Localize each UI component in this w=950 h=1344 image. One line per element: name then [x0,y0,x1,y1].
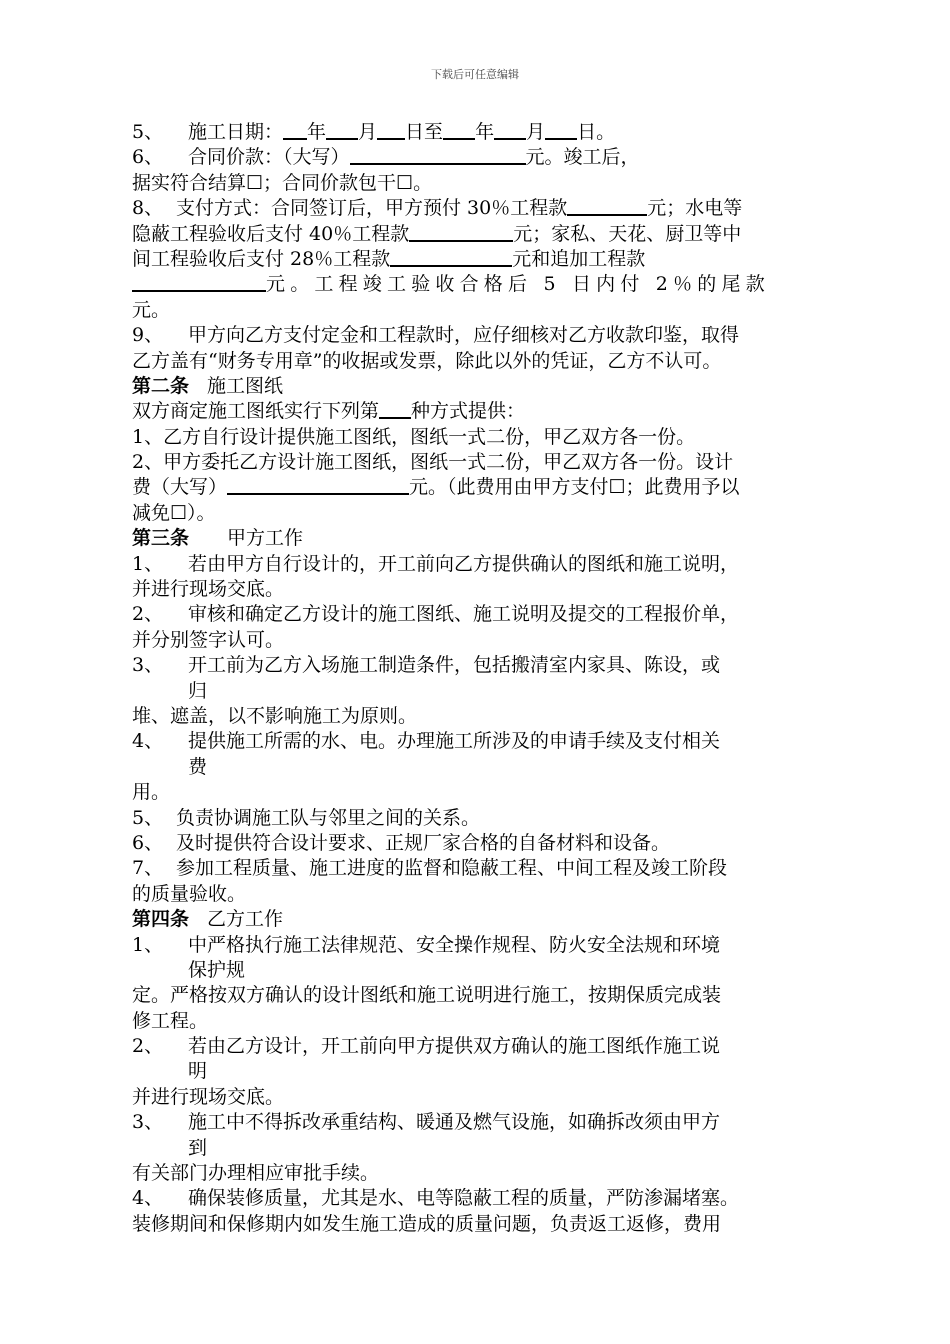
item-number: 5、 [132,806,164,829]
blank-line [390,247,512,267]
text-line: 间工程验收后支付 28％工程款 元和追加工程款 [132,247,646,270]
item-number: 6、 [132,831,164,854]
item-number: 7、 [132,857,164,880]
section-heading-2 [132,374,838,399]
blank-line [377,120,405,140]
list-item: 2、 审核和确定乙方设计的施工图纸、施工说明及提交的工程报价单， [132,602,838,627]
list-item: 4、 提供施工所需的水、电。办理施工所涉及的申请手续及支付相关 [132,729,838,754]
text-line: 到 [188,1136,208,1159]
section-title: 甲方工作 [227,527,304,550]
list-item: 1、 若由甲方自行设计的，开工前向乙方提供确认的图纸和施工说明， [132,552,838,577]
text-line: 费（大写） 元。（此费用由甲方支付☐；此费用予以 [132,476,740,499]
text-line: 装修期间和保修期内如发生施工造成的质量问题，负责返工返修，费用 [132,1212,722,1235]
clause-6-contract-price: 6、 合同价款：（大写） 元。竣工后， [132,145,838,170]
list-item: 3、 开工前为乙方入场施工制造条件，包括搬清室内家具、陈设，或 [132,653,838,678]
text-line: 修工程。 [132,1009,209,1032]
text-line: 的质量验收。 [132,882,247,905]
text-line: 减免☐）。 [132,501,216,524]
text-line: 保护规 [188,958,246,981]
blank-line [283,120,307,140]
item-number: 3、 [132,654,164,677]
item-number: 2、 [132,1035,164,1058]
list-item: 3、 施工中不得拆改承重结构、暖通及燃气设施，如确拆改须由甲方 [132,1110,838,1135]
text-line: 并进行现场交底。 [132,578,285,601]
text-line: 用。 [132,781,171,804]
item-number: 1、 [132,933,164,956]
item-number: 4、 [132,1187,164,1210]
list-item: 6、 及时提供符合设计要求、正规厂家合格的自备材料和设备。 [132,831,838,856]
blank-line [227,475,409,495]
text-line: 元。工程竣工验收合格后 5 日内付 2％的尾款 [132,272,838,297]
section-heading-3 [132,526,838,551]
section-title: 乙方工作 [207,908,284,931]
list-item: 2、 若由乙方设计，开工前向甲方提供双方确认的施工图纸作施工说 [132,1034,838,1059]
text-line: 并进行现场交底。 [132,1085,285,1108]
text-line: 1、乙方自行设计提供施工图纸，图纸一式二份，甲乙双方各一份。 [132,425,696,448]
text-line: 有关部门办理相应审批手续。 [132,1162,380,1185]
blank-line [545,120,577,140]
text-line: 2、甲方委托乙方设计施工图纸，图纸一式二份，甲乙双方各一份。设计 [132,451,734,474]
section-number: 第三条 [132,527,190,550]
page-header-note: 下载后可任意编辑 [431,68,519,81]
blank-line [379,399,411,419]
text-line: 据实符合结算☐；合同价款包干☐。 [132,171,433,194]
clause-5-construction-date: 5、 施工日期： 年 月 日至 年 月 日。 [132,120,838,145]
list-item: 7、 参加工程质量、施工进度的监督和隐蔽工程、中间工程及竣工阶段 [132,856,838,881]
text-line: 双方商定施工图纸实行下列第 种方式提供： [132,400,526,423]
item-number: 9、 [132,324,164,347]
blank-line [326,120,358,140]
contract-body [132,120,838,1237]
section-number: 第二条 [132,374,190,397]
blank-line [409,222,513,242]
text-line: 堆、遮盖，以不影响施工为原则。 [132,704,418,727]
text-line: 乙方盖有“财务专用章”的收据或发票，除此以外的凭证，乙方不认可。 [132,349,722,372]
item-number: 3、 [132,1111,164,1134]
text-line: 归 [188,679,208,702]
item-number: 4、 [132,730,164,753]
item-number: 5、 [132,121,164,143]
text-line: 定。严格按双方确认的设计图纸和施工说明进行施工，按期保质完成装 [132,984,722,1007]
text-line: 费 [188,755,208,778]
text-line: 元。 [132,298,171,321]
text-line: 并分别签字认可。 [132,628,285,651]
item-number: 8、 [132,197,164,220]
section-number: 第四条 [132,908,190,931]
clause-8-payment: 8、 支付方式：合同签订后，甲方预付 30％工程款 元；水电等 [132,196,838,221]
section-title: 施工图纸 [207,374,284,397]
blank-line [132,272,266,292]
blank-line [443,120,475,140]
text-line: 隐蔽工程验收后支付 40％工程款 元；家私、天花、厨卫等中 [132,222,742,245]
item-number: 1、 [132,552,164,575]
item-number: 2、 [132,603,164,626]
text-line: 明 [188,1060,208,1083]
blank-line [567,196,647,216]
section-heading-4 [132,907,838,932]
list-item: 1、 中严格执行施工法律规范、安全操作规程、防火安全法规和环境 [132,933,838,958]
item-number: 6、 [132,146,164,169]
list-item: 5、 负责协调施工队与邻里之间的关系。 [132,806,838,831]
list-item: 4、 确保装修质量，尤其是水、电等隐蔽工程的质量，严防渗漏堵塞。 [132,1186,838,1211]
blank-line [350,145,526,165]
blank-line [494,120,526,140]
clause-9-receipt: 9、 甲方向乙方支付定金和工程款时，应仔细核对乙方收款印鉴，取得 [132,323,838,348]
